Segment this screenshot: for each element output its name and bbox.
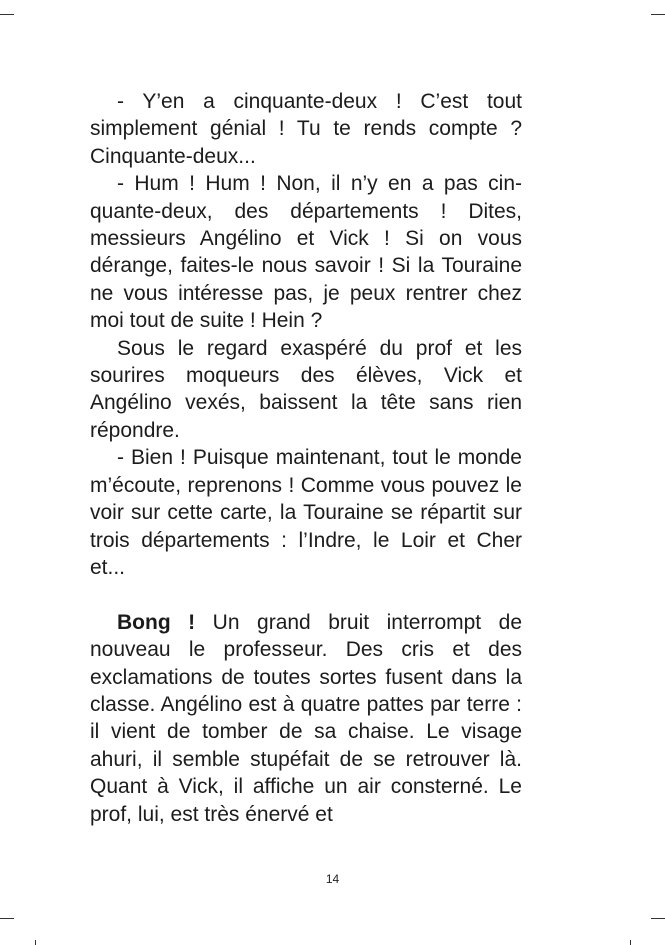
crop-mark-bottom-right	[651, 918, 665, 919]
page-number: 14	[325, 872, 340, 886]
paragraph-spacer	[90, 581, 522, 608]
paragraph-5	[90, 609, 522, 828]
crop-mark-bottom-left-tick	[35, 940, 36, 945]
emphasis-bong: Bong !	[117, 610, 196, 634]
paragraph-3: Sous le regard exaspéré du prof et les sourires moqueurs des élèves, Vick et Angélino vexés, baissent la tête sans rien répondre.	[90, 336, 522, 442]
crop-mark-top-left	[0, 14, 14, 15]
paragraph-4: - Bien ! Puisque maintenant, tout le monde m’écoute, reprenons ! Comme vous pouvez le voir sur cette carte, la Touraine se répartit sur trois départements : l’Indre, le Loir et Cher et...	[90, 446, 522, 579]
paragraph-5-text: Un grand bruit interrompt de nouveau le professeur. Des cris et des exclamations de toutes sortes fusent dans la classe. Angélino est à quatre pattes par terre : il vient de tomber de sa chaise. Le visage ahuri, il semble stupéfait de se retrouver là. Quant à Vick, il affiche un air consterné. Le prof, lui, est très énervé et	[90, 610, 522, 826]
crop-mark-bottom-left	[0, 918, 14, 919]
crop-mark-top-right	[651, 14, 665, 15]
crop-mark-bottom-right-tick	[630, 940, 631, 945]
paragraph-1: - Y’en a cinquante-deux ! C’est tout simplement génial ! Tu te rends compte ? Cinquante-deux...	[90, 90, 522, 168]
paragraph-2: - Hum ! Hum ! Non, il n’y en a pas cinquante-deux, des départements ! Dites, messieurs Angélino et Vick ! Si on vous dérange, faites-le nous savoir ! Si la Touraine ne vous intéresse pas, je peux rentrer chez moi tout de suite ! Hein ?	[90, 172, 522, 333]
body-text	[90, 88, 522, 828]
